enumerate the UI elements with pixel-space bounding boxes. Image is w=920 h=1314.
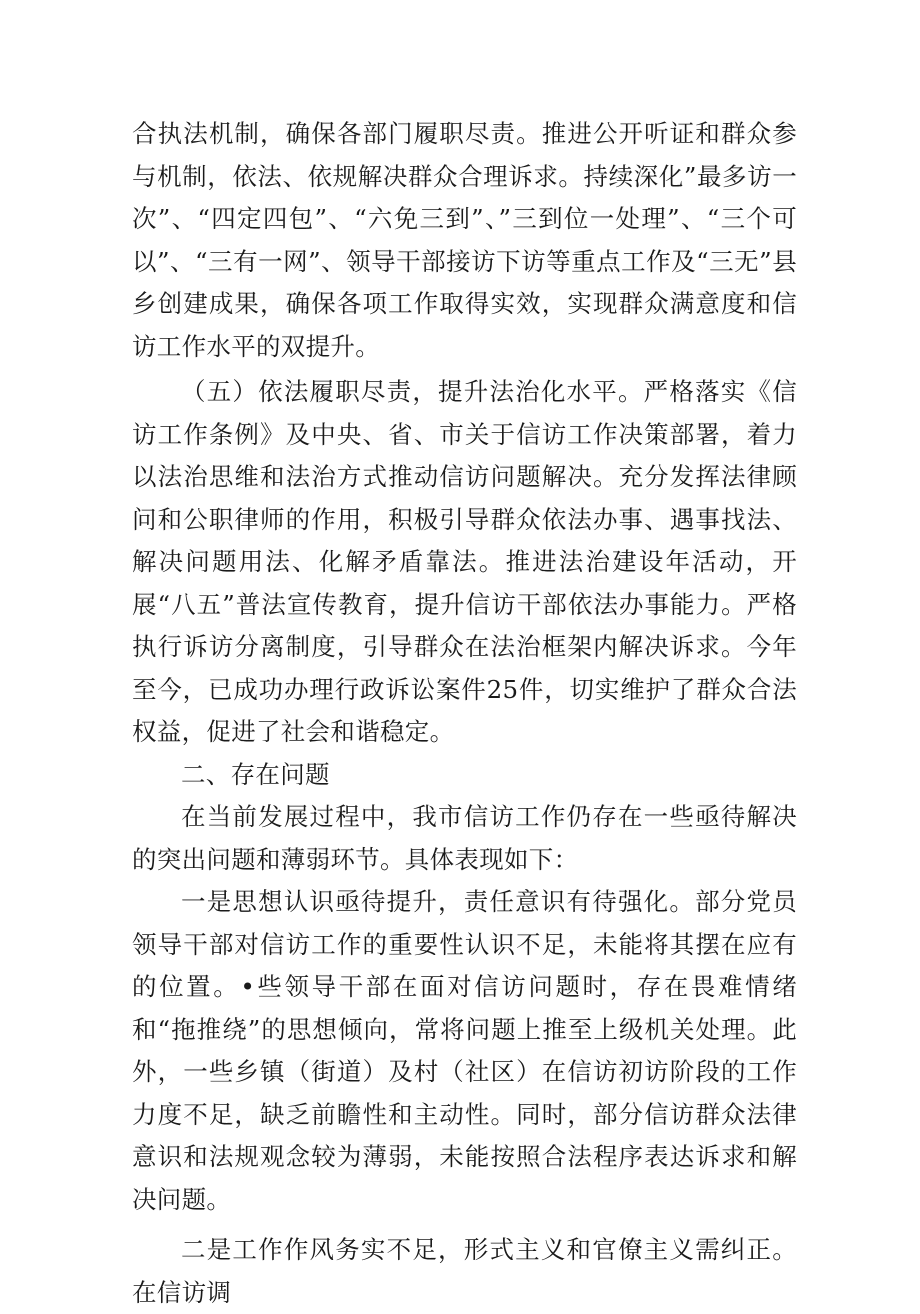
document-body	[132, 113, 797, 1314]
paragraph-rule-of-law: （五）依法履职尽责，提升法治化水平。严格落实《信访工作条例》及中央、省、市关于信访工作决策部署，着力以法治思维和法治方式推动信访问题解决。充分发挥法律顾问和公职律师的作用，积极引导群众依法办事、遇事找法、解决问题用法、化解矛盾靠法。推进法治建设年活动，开展“八五”普法宣传教育，提升信访干部依法办事能力。严格执行诉访分离制度，引导群众在法治框架内解决诉求。今年至今，已成功办理行政诉讼案件25件，切实维护了群众合法权益，促进了社会和谐稳定。	[132, 377, 797, 746]
paragraph-law-enforcement-mechanism: 合执法机制，确保各部门履职尽责。推进公开听证和群众参与机制，依法、依规解决群众合理诉求。持续深化”最多访一次”、“四定四包”、“六免三到”、”三到位一处理”、“三个可以”、“三有一网”、领导干部接访下访等重点工作及“三无”县乡创建成果，确保各项工作取得实效，实现群众满意度和信访工作水平的双提升。	[132, 119, 797, 361]
section-heading-existing-problems: 二、存在问题	[181, 759, 330, 789]
paragraph-problem-two: 二是工作作风务实不足，形式主义和官僚主义需纠正。在信访调	[132, 1235, 797, 1307]
paragraph-problems-intro: 在当前发展过程中，我市信访工作仍存在一些亟待解决的突出问题和薄弱环节。具体表现如下：	[132, 802, 797, 874]
paragraph-problem-one: 一是思想认识亟待提升，责任意识有待强化。部分党员领导干部对信访工作的重要性认识不足，未能将其摆在应有的位置。•些领导干部在面对信访问题时，存在畏难情绪和“拖推绕”的思想倾向，常将问题上推至上级机关处理。此外，一些乡镇（街道）及村（社区）在信访初访阶段的工作力度不足，缺乏前瞻性和主动性。同时，部分信访群众法律意识和法规观念较为薄弱，未能按照合法程序表达诉求和解决问题。	[132, 887, 797, 1214]
